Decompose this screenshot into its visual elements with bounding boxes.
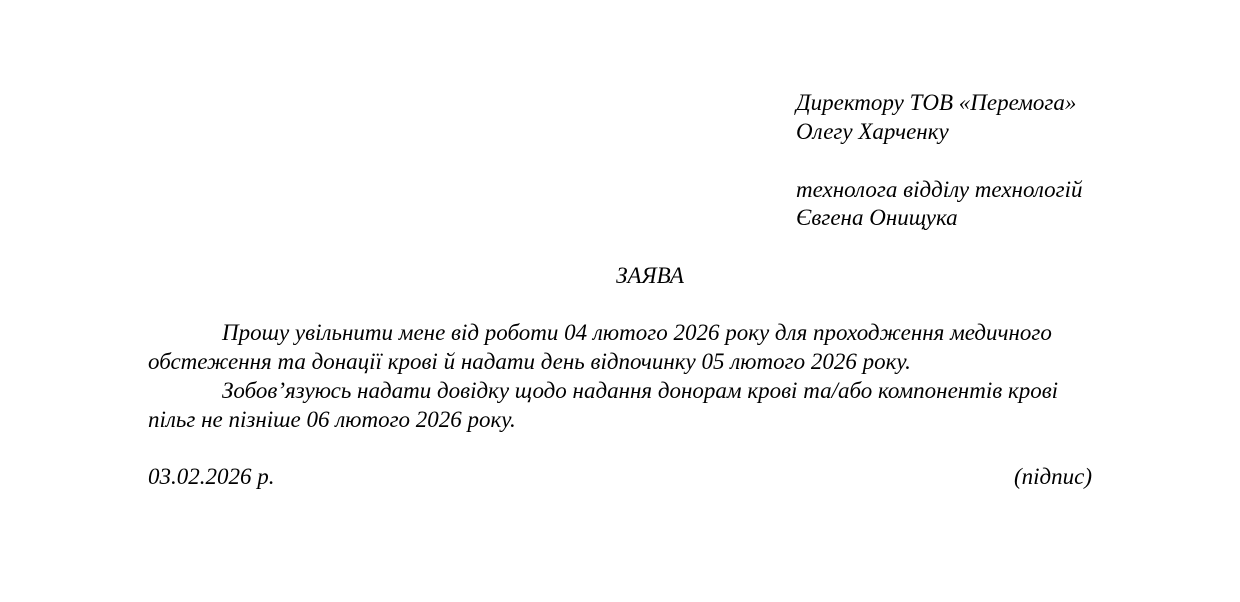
sender-position: технолога відділу технологій [796,177,1083,202]
paragraph-2-line-1: Зобов’язуюсь надати довідку щодо надання донорам крові та/або компонентів крові [222,378,1059,403]
paragraph-1-line-1: Прошу увільнити мене від роботи 04 лютого 2026 року для проходження медичного [222,320,1052,345]
paragraph-2-line-2: пільг не пізніше 06 лютого 2026 року. [148,407,516,432]
sender-name: Євгена Онищука [796,205,958,230]
document-title: ЗАЯВА [616,263,684,288]
document-date: 03.02.2026 р. [148,464,275,489]
addressee-name: Олегу Харченку [796,119,949,144]
signature-placeholder: (підпис) [1014,464,1093,489]
addressee-title: Директору ТОВ «Перемога» [796,90,1077,115]
paragraph-1-line-2: обстеження та донації крові й надати день відпочинку 05 лютого 2026 року. [148,349,911,374]
